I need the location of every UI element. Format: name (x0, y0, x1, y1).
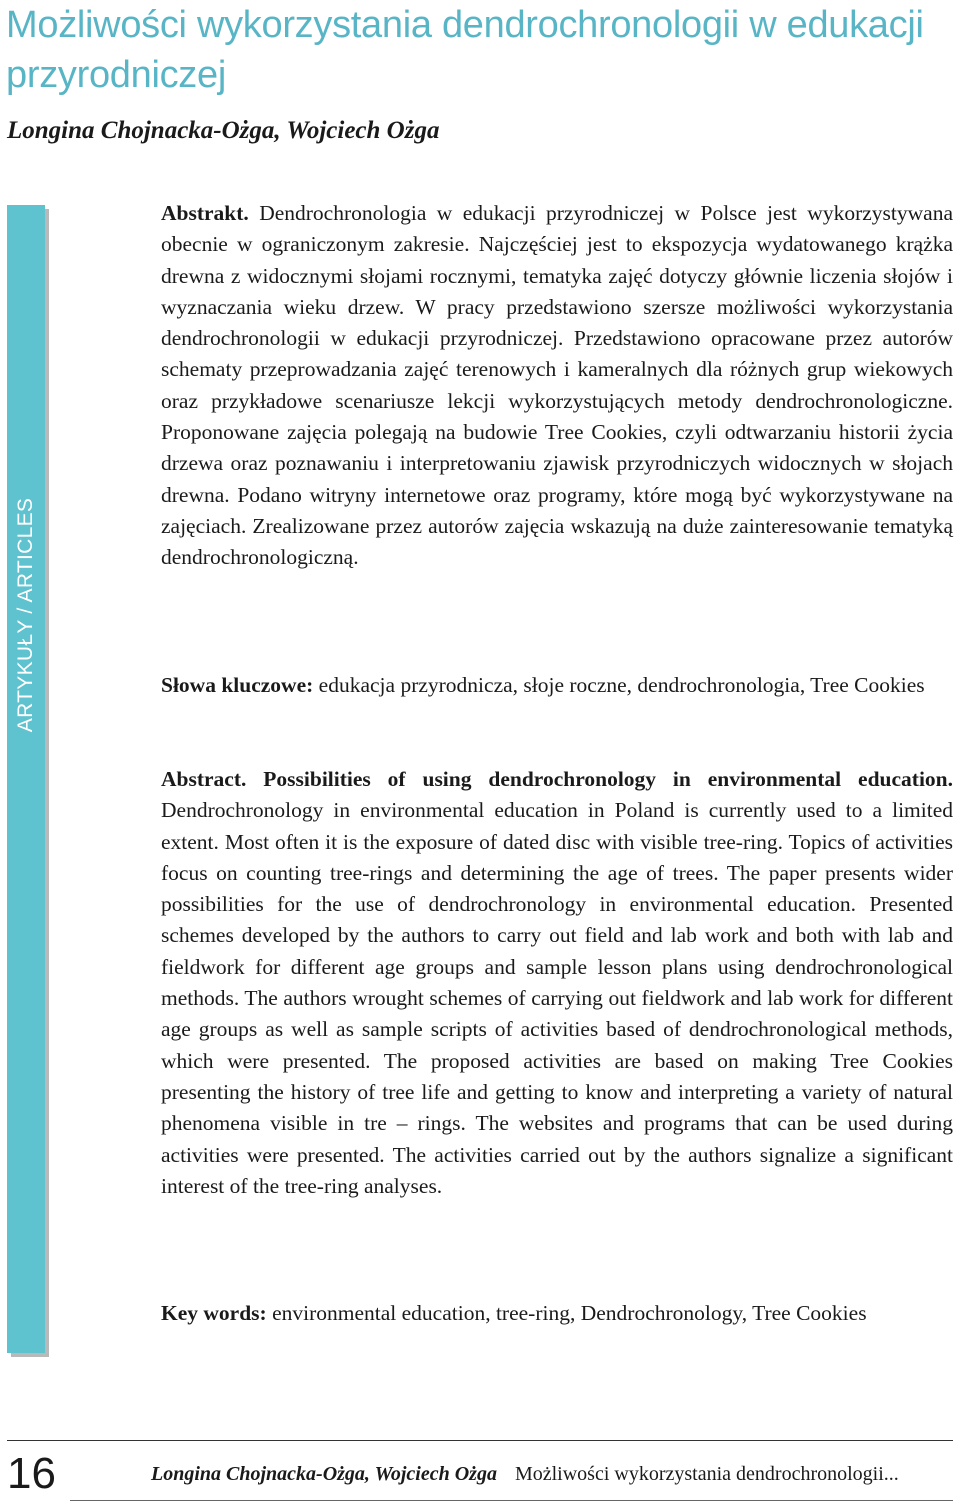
section-sidebar (7, 205, 45, 1353)
abstract-pl-text: Dendrochronologia w edukacji przyrodniczej w Polsce jest wykorzystywana obecnie w ograniczonym zakresie. Najczęściej jest to ekspozycja wydatowanego krążka drewna z widocznymi słojami rocznymi, tematyka zajęć dotyczy głównie liczenia słojów i wyznaczania wieku drzew. W pracy przedstawiono szersze możliwości wykorzystania dendrochronologii w edukacji przyrodniczej. Przedstawiono opracowane przez autorów schematy przeprowadzania zajęć terenowych i kameralnych dla różnych grup wiekowych oraz przykładowe scenariusze lekcji wykorzystujących metody dendrochronologiczne. Proponowane zajęcia polegają na budowie Tree Cookies, czyli odtwarzaniu historii życia drzewa oraz poznawaniu i interpretowaniu zjawisk przyrodniczych widocznych w słojach drewna. Podano witryny internetowe oraz programy, które mogą być wykorzystywane na zajęciach. Zrealizowane przez autorów zajęcia wskazują na duże zainteresowanie tematyką dendrochronologiczną. (161, 201, 953, 570)
footer-bottom-rule (70, 1500, 953, 1501)
keywords-pl-text: edukacja przyrodnicza, słoje roczne, dendrochronologia, Tree Cookies (313, 673, 925, 697)
abstract-en (161, 764, 953, 1202)
keywords-en-text: environmental education, tree-ring, Dendrochronology, Tree Cookies (266, 1301, 867, 1325)
page-number: 16 (7, 1449, 56, 1498)
footer-title: Możliwości wykorzystania dendrochronologii... (514, 1463, 899, 1485)
keywords-pl (161, 670, 953, 701)
keywords-pl-label: Słowa kluczowe: (161, 673, 314, 697)
abstract-pl (161, 198, 953, 574)
abstract-en-text: Dendrochronology in environmental education in Poland is currently used to a limited extent. Most often it is the exposure of dated disc with visible tree-ring. Topics of activities focus on counting tree-rings and determining the age of trees. The paper presents wider possibilities for the use of dendrochronology in environmental education. Presented schemes developed by the authors to carry out field and lab work and both with lab and fieldwork for different age groups and sample lesson plans using dendrochronological methods. The authors wrought schemes of carrying out fieldwork and lab work for different age groups as well as sample scripts of activities based of dendrochronological methods, which were presented. The proposed activities are based on making Tree Cookies presenting the history of tree life and getting to know and interpreting a variety of natural phenomena visible in tre – rings. The websites and programs that can be used during activities were presented. The activities carried out by the authors signalize a significant interest of the tree-ring analyses. (161, 798, 953, 1198)
keywords-en-label: Key words: (161, 1301, 267, 1325)
footer-authors: Longina Chojnacka-Ożga, Wojciech Ożga (151, 1463, 497, 1485)
footer-divider (7, 1440, 953, 1441)
abstract-en-label: Abstract. Possibilities of using dendrochronology in environmental education. (161, 767, 953, 791)
abstract-pl-label: Abstrakt. (161, 201, 249, 225)
article-title: Możliwości wykorzystania dendrochronologii w edukacji przyrodniczej (6, 4, 924, 96)
section-label: ARTYKUŁY / ARTICLES (14, 497, 37, 733)
keywords-en (161, 1298, 953, 1329)
running-footer (151, 1460, 951, 1488)
article-authors: Longina Chojnacka-Ożga, Wojciech Ożga (7, 117, 440, 144)
